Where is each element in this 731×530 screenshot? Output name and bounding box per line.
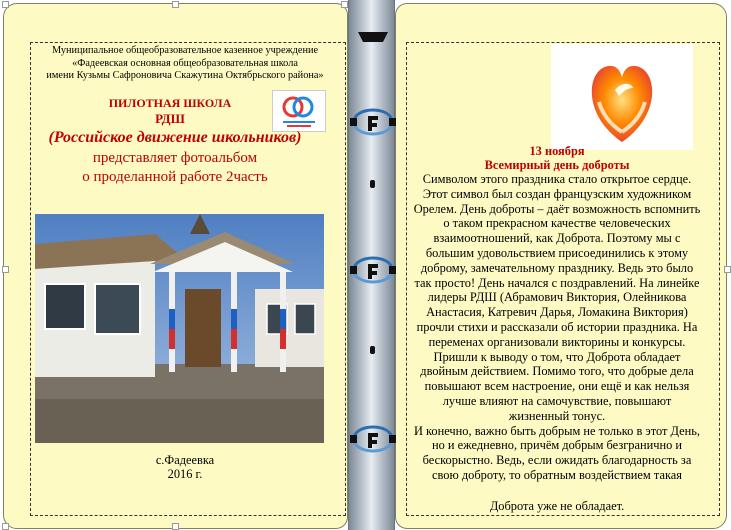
resize-handle[interactable]: [2, 523, 9, 530]
presents-line: представляет фотоальбом: [92, 150, 258, 166]
pilot-school-label: ПИЛОТНАЯ ШКОЛА: [108, 96, 232, 110]
institution-line: Муниципальное общеобразовательное казенное учреждение: [51, 45, 319, 56]
school-building-photo: [35, 214, 324, 443]
binder-ring-icon: [350, 100, 396, 144]
binder-ring-icon: [350, 248, 396, 292]
rdsh-label: РДШ: [155, 111, 185, 126]
resize-handle[interactable]: [2, 1, 9, 8]
event-date: 13 ноября: [529, 144, 585, 158]
event-title: Всемирный день доброты: [484, 158, 630, 172]
article-body: [412, 172, 702, 514]
binder-hole: [370, 346, 375, 354]
resize-handle[interactable]: [2, 266, 9, 273]
movement-label: (Российское движение школьников): [48, 129, 302, 146]
binder-clip-icon: [350, 26, 396, 46]
resize-handle[interactable]: [724, 266, 731, 273]
article-paragraph: Символом этого праздника стало открытое сердце. Этот символ был создан французским художником Орелем. День доброты – даёт возможность вспомнить о таком прекрасном качестве человеческих взаимоотношений, как Доброта. Поэтому мы с большим удовольствием присоединились к этому доброму, замечательному празднику. Ведь это было так просто! День начался с поздравлений. На линейке лидеры РДШ (Абрамович Виктория, Олейникова Анастасия, Катревич Дарья, Ломакина Виктория) прочли стихи и рассказали об истории праздника. На переменах организовали викторины и конкурсы. Пришли к выводу о том, что Доброта обладает двойным действием. Помимо того, что добрые дела повышают всем настроение, они ещё и как нельзя лучше влияют на самочувствие, повышают жизненный тонус.: [413, 172, 701, 423]
resize-handle[interactable]: [341, 1, 348, 8]
binder-hole: [370, 180, 375, 188]
institution-name: [30, 45, 340, 83]
open-heart-image: [551, 44, 693, 150]
binder-ring-icon: [350, 417, 396, 461]
article-paragraph: Доброта уже не обладает.: [489, 498, 625, 513]
institution-line: «Фадеевская основная общеобразовательная школа: [72, 57, 298, 69]
resize-handle[interactable]: [172, 1, 179, 8]
presents-line: о проделанной работе 2часть: [82, 169, 268, 185]
article-paragraph: И конечно, важно быть добрым не только в этот День, но и ежедневно, причём добрым безгранично и бескорыстно. Ведь, если ожидать благодарность за свою доброту, то обратным воздействием такая: [413, 423, 700, 482]
publication-info: [30, 453, 340, 481]
rdsh-logo: [272, 90, 326, 132]
institution-line: имени Кузьмы Сафроновича Скажутина Октябрьского района»: [46, 70, 324, 81]
village-name: с.Фадеевка: [155, 453, 215, 467]
resize-handle[interactable]: [172, 523, 179, 530]
publication-year: 2016 г.: [167, 467, 203, 481]
